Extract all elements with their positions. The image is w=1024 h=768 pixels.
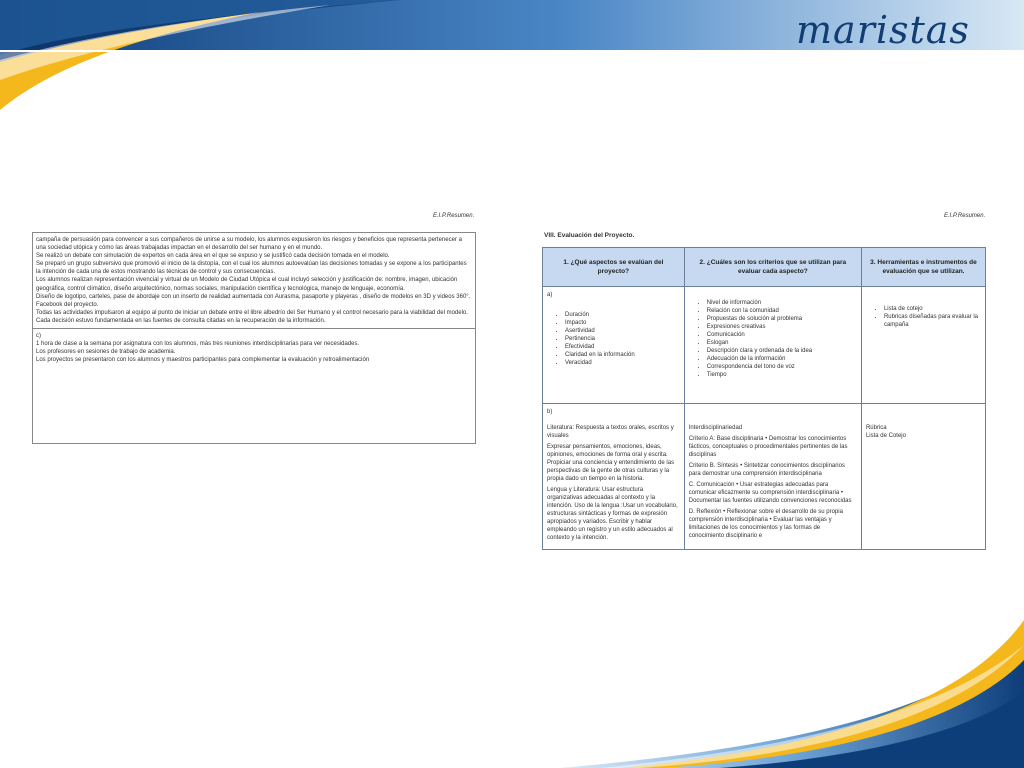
table-row <box>543 287 986 404</box>
paragraph: Cada decisión estuvo fundamentada en las fuentes de consulta citadas en la recuperación de la información. <box>36 317 326 324</box>
left-page-content-box <box>32 232 476 444</box>
list-item: • Pertinencia <box>565 335 680 343</box>
cell-text: Lista de Cotejo <box>865 433 906 439</box>
cell-text: C. Comunicación • Usar estrategias adecuadas para comunicar eficazmente su comprensión interdisciplinaria • Documentar las fuentes utilizando convenciones reconocidas <box>688 482 852 504</box>
cell-text: Expresar pensamientos, emociones, ideas, opiniones, emociones de forma oral y escrita. Propiciar una conciencia y entendimiento de las perspectivas de la gente de otras culturas y la propia dado un tiempo en la historia. <box>547 444 675 482</box>
paragraph: campaña de persuasión para convencer a sus compañeros de unirse a su modelo, los alumnos expusieron los riesgos y beneficios que representa pertenecer a una sociedad utópica y cómo las áreas trabajadas impactan en el desarrollo del ser humano y en el mundo. <box>36 237 462 252</box>
table-cell <box>684 287 861 404</box>
criteria-list <box>707 299 857 379</box>
list-item: • Correspondencia del tono de voz <box>707 363 857 371</box>
list-item: • Rubricas diseñadas para evaluar la campaña <box>884 313 981 329</box>
cell-text: Rúbrica <box>865 425 887 431</box>
list-item: • Expresiones creativas <box>707 323 857 331</box>
paragraph: 1 hora de clase a la semana por asignatura con los alumnos, más tres reuniones interdisciplinarias para ver necesidades. <box>36 341 360 348</box>
left-section-activities <box>33 233 475 328</box>
maristas-logo: maristas <box>796 8 970 52</box>
cell-text: D. Reflexión • Reflexionar sobre el desarrollo de su propia comprensión interdisciplinaria • Evaluar las ventajas y limitaciones de los conocimientos y las formas de conocimiento disciplinario e <box>688 509 843 539</box>
table-cell <box>543 404 685 550</box>
right-page-content <box>542 232 990 550</box>
table-cell <box>861 287 985 404</box>
tools-list <box>884 305 981 329</box>
table-cell <box>684 404 861 550</box>
list-item: • Veracidad <box>565 359 680 367</box>
list-item: • Adecuación de la información <box>707 355 857 363</box>
list-item: • Duración <box>565 311 680 319</box>
footer-swoosh-background <box>0 600 1024 768</box>
list-item: • Descripción clara y ordenada de la idea <box>707 347 857 355</box>
table-header: 3. Herramientas e instrumentos de evaluación que se utilizan. <box>861 248 985 287</box>
aspects-list <box>565 311 680 367</box>
list-item: • Eslogan <box>707 339 857 347</box>
evaluation-table <box>542 247 986 550</box>
cell-text: Lengua y Literatura: Usar estructura organizativas adecuadas al contexto y la intención. Uso de la lengua :Usar un vocabulario, estructuras sintácticas y formas de expresión apropiados y variados. Escribir y hablar empleando un registro y un estilo adecuados al contexto y la intención. <box>547 487 678 541</box>
list-item: • Nivel de información <box>707 299 857 307</box>
list-item: • Relación con la comunidad <box>707 307 857 315</box>
list-item: • Comunicación <box>707 331 857 339</box>
paragraph: c) <box>36 333 41 340</box>
paragraph: Los profesores en sesiones de trabajo de academia. <box>36 349 176 356</box>
cell-text: Criterio B. Síntesis • Sintetizar conocimientos disciplinarios para demostrar una comprensión interdisciplinaria <box>688 463 845 477</box>
list-item: • Asertividad <box>565 327 680 335</box>
list-item: • Claridad en la información <box>565 351 680 359</box>
paragraph: Los proyectos se presentaron con los alumnos y maestros participantes para complementar la evaluación y retroalimentación <box>36 357 370 364</box>
table-cell <box>543 287 685 404</box>
row-label: b) <box>547 409 553 415</box>
table-row <box>543 404 986 550</box>
paragraph: Diseño de logotipo, carteles, pase de abordaje con un inserto de realidad aumentada con Aurasma, pasaporte y playeras , diseño de modelos en 3D y videos 360°. Facebook del proyecto. <box>36 293 471 308</box>
list-item: • Impacto <box>565 319 680 327</box>
list-item: • Efectividad <box>565 343 680 351</box>
cell-text: Criterio A: Base disciplinaria • Demostrar los conocimientos fácticos, conceptuales o procedimentales pertinentes de las disciplinas <box>688 436 848 458</box>
list-item: • Propuestas de solución al problema <box>707 315 857 323</box>
table-header: 1. ¿Qué aspectos se evalúan del proyecto? <box>543 248 685 287</box>
paragraph: Todas las actividades impulsaron al equipo al punto de iniciar un debate entre el libre albedrío del Ser Humano y el control necesario para la viabilidad del modelo. <box>36 309 468 316</box>
paragraph: Se preparó un grupo subversivo que promovió el inicio de la distopía, con el cual los alumnos autoevalúan las decisiones tomadas y se expone a los participantes la intención de cada una de estos mostrando las técnicas de control y sus consecuencias. <box>36 261 467 276</box>
table-cell <box>861 404 985 550</box>
cell-text: Interdisciplinariedad <box>688 425 743 431</box>
paragraph: Los alumnos realizan representación vivencial y virtual de un Modelo de Ciudad Utópica el cual incluyó selección y justificación de: nombre, imagen, ubicación geográfica, control climático, diseño arquitectónico, normas sociales, manipulación científica y tecnológica, manejo de lenguaje, economía. <box>36 277 458 292</box>
table-header: 2. ¿Cuáles son los criterios que se utilizan para evaluar cada aspecto? <box>684 248 861 287</box>
section-title: VIII. Evaluación del Proyecto. <box>544 232 635 239</box>
left-section-c <box>33 329 475 367</box>
left-page-header-label: E.I.P.Resumen. <box>433 213 475 219</box>
row-label: a) <box>547 292 553 298</box>
list-item: • Lista de cotejo <box>884 305 981 313</box>
paragraph: Se realizó un debate con simulación de expertos en cada área en el que se expuso y se justificó cada decisión tomada en el modelo. <box>36 253 390 260</box>
list-item: • Tiempo <box>707 371 857 379</box>
right-page-header-label: E.I.P.Resumen. <box>944 213 986 219</box>
cell-text: Literatura: Respuesta a textos orales, escritos y visuales <box>547 425 674 439</box>
